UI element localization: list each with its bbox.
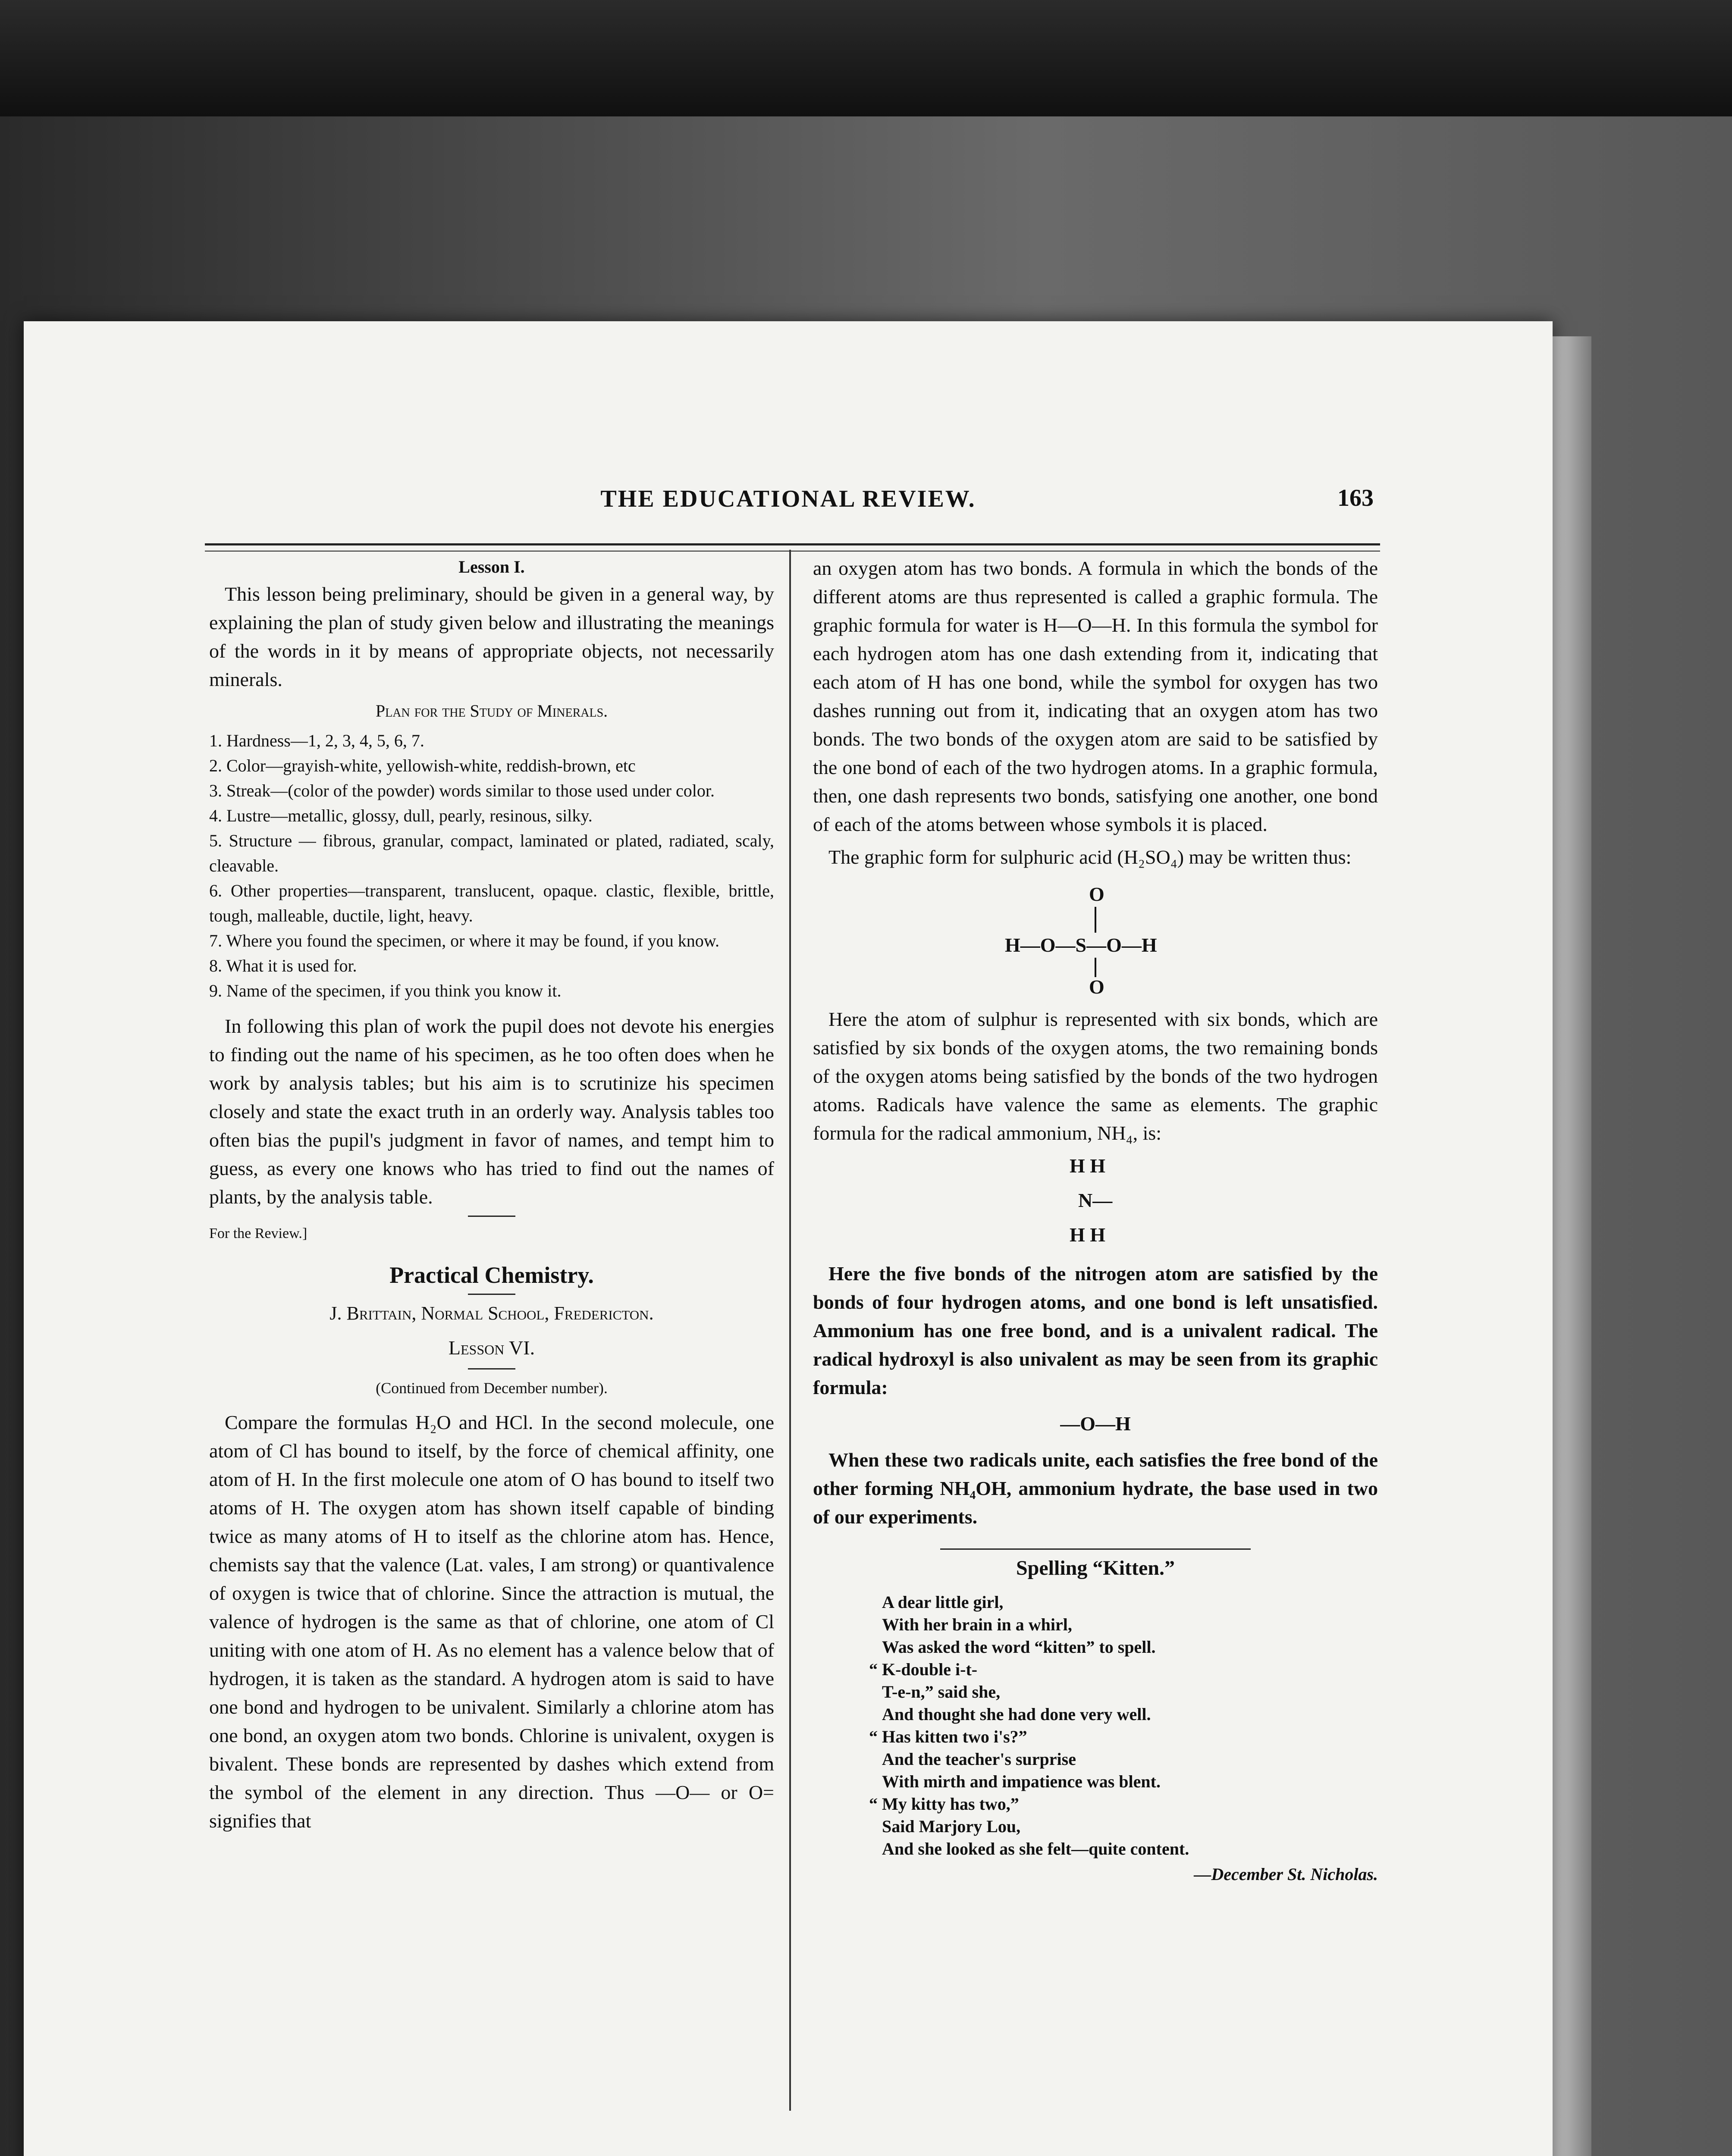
poem-line: With mirth and impatience was blent. (882, 1772, 1161, 1791)
article-title: Practical Chemistry. (389, 1262, 594, 1288)
poem-line: T-e-n,” said she, (882, 1682, 1001, 1702)
document-page (24, 321, 1553, 2156)
running-header: THE EDUCATIONAL REVIEW. (600, 486, 976, 512)
intro-paragraph: This lesson being preliminary, should be given in a general way, by explaining the plan of study given below and illustrating the meanings of the words in it by means of appropriate objects, not necessarily minerals. (209, 583, 774, 690)
left-column (209, 554, 774, 1839)
plan-item: 3. Streak—(color of the powder) words similar to those used under color. (209, 781, 715, 800)
poem-line: And the teacher's surprise (882, 1749, 1076, 1769)
poem-line: “ K-double i-t- (869, 1660, 978, 1679)
plan-item: 4. Lustre—metallic, glossy, dull, pearly, resinous, silky. (209, 806, 593, 825)
chemistry-paragraph: Compare the formulas H₂O and HCl. In the second molecule, one atom of Cl has bound to itself, by the force of chemical affinity, one atom of H. In the first molecule one atom of O has bound to itself two atoms of H. The oxygen atom has shown itself capable of binding twice as many atoms of H to itself as the chlorine atom has. Hence, chemists say that the valence (Lat. vales, I am strong) or quantivalence of oxygen is twice that of chlorine. Since the attraction is mutual, the valence of hydrogen is the same as that of chlorine, one atom of Cl uniting with one atom of H. As no element has a valence below that of hydrogen, it is taken as the standard. A hydrogen atom is said to have one bond and hydrogen to be univalent. Similarly a chlorine atom has one bond, an oxygen atom two bonds. Chlorine is univalent, oxygen is bivalent. These bonds are represented by dashes which extend from the symbol of the element in any direction. Thus —O— or O= signifies that (209, 1411, 774, 1832)
poem-line: Was asked the word “kitten” to spell. (882, 1637, 1156, 1657)
structure-main-chain: H—O—S—O—H (1005, 934, 1157, 956)
plan-item: 2. Color—grayish-white, yellowish-white, reddish-brown, etc (209, 756, 636, 775)
lesson-heading: Lesson I. (458, 557, 525, 577)
poem-line: And she looked as she felt—quite content. (882, 1839, 1189, 1858)
structure-top-atom: O (1089, 883, 1104, 905)
continued-note: (Continued from December number). (376, 1379, 608, 1397)
poem-line: Said Marjory Lou, (882, 1817, 1021, 1836)
plan-item: 5. Structure — fibrous, granular, compact, laminated or plated, radiated, scaly, cleavable. (209, 831, 774, 875)
ammonium-bottom-hydrogens: H H (1070, 1224, 1106, 1246)
lesson-vi-heading: Lesson VI. (448, 1337, 535, 1359)
poem-line: “ Has kitten two i's?” (869, 1727, 1027, 1746)
plan-item: 8. What it is used for. (209, 956, 357, 975)
sulphuric-acid-structure (1005, 880, 1186, 997)
structure-bottom-atom: O (1089, 976, 1104, 998)
right-column (813, 554, 1378, 1889)
ammonium-top-hydrogens: H H (1070, 1155, 1106, 1177)
poem-attribution: —December St. Nicholas. (1194, 1865, 1378, 1884)
sulphuric-acid-paragraph: The graphic form for sulphuric acid (H₂SO₄) may be written thus: (828, 846, 1352, 868)
analysis-paragraph: In following this plan of work the pupil does not devote his energies to finding out the name of his specimen, as he too often does when he work by analysis tables; but his aim is to scrutinize his specimen closely and state the exact truth in an orderly way. Analysis tables too often bias the pupil's judgment in favor of names, and tempt him to guess, as every one knows who has tried to find out the names of plants, by the analysis table. (209, 1015, 774, 1208)
title-rule (468, 1294, 515, 1295)
poem-line: With her brain in a whirl, (882, 1615, 1072, 1634)
sulphur-explanation: Here the atom of sulphur is represented with six bonds, which are satisfied by six bonds of the oxygen atoms, the two remaining bonds of the oxygen atoms being satisfied by the bonds of the two hydrogen atoms. Radicals have valence the same as elements. The graphic formula for the radical ammonium, NH₄, is: (813, 1008, 1378, 1144)
plan-heading: Plan for the Study of Minerals. (375, 701, 608, 721)
page-number: 163 (1337, 485, 1374, 511)
column-divider (789, 550, 791, 2111)
ammonium-paragraph: Here the five bonds of the nitrogen atom are satisfied by the bonds of four hydrogen atoms, and one bond is left unsatisfied. Ammonium has one free bond, and is a univalent radical. The radical hydroxyl is also univalent as may be seen from its graphic formula: (813, 1263, 1378, 1398)
lesson-rule (468, 1368, 515, 1369)
poem-title: Spelling “Kitten.” (940, 1548, 1251, 1583)
plan-item: 7. Where you found the specimen, or where it may be found, if you know. (209, 931, 720, 950)
plan-item: 9. Name of the specimen, if you think you know it. (209, 981, 562, 1000)
book-page-edge (1553, 336, 1591, 2156)
plan-list (209, 728, 774, 1003)
ammonium-structure (1031, 1152, 1160, 1255)
plan-item: 1. Hardness—1, 2, 3, 4, 5, 6, 7. (209, 731, 424, 750)
section-rule (468, 1216, 515, 1217)
ammonium-hydrate-paragraph: When these two radicals unite, each satisfies the free bond of the other forming NH₄OH, ammonium hydrate, the base used in two of our experiments. (813, 1449, 1378, 1528)
byline: J. Brittain, Normal School, Fredericton. (329, 1303, 654, 1324)
plan-item: 6. Other properties—transparent, translucent, opaque. clastic, flexible, brittle, tough, malleable, ductile, light, heavy. (209, 881, 774, 925)
poem-line: And thought she had done very well. (882, 1705, 1151, 1724)
scanner-top-margin (0, 0, 1732, 116)
graphic-formula-paragraph: an oxygen atom has two bonds. A formula in which the bonds of the different atoms are thus represented is called a graphic formula. The graphic formula for water is H—O—H. In this formula the symbol for each hydrogen atom has one dash extending from it, indicating that each atom of H has one bond, while the symbol for oxygen has two dashes running out from it, indicating that an oxygen atom has two bonds. The two bonds of the oxygen atom are said to be satisfied by the one bond of each of the two hydrogen atoms. In a graphic formula, then, one dash represents two bonds, satisfying one another, one bond of each of the atoms between whose symbols it is placed. (813, 557, 1378, 835)
poem-line: “ My kitty has two,” (869, 1794, 1019, 1814)
ammonium-nitrogen: N— (1078, 1189, 1113, 1211)
structure-top-bond (1095, 907, 1096, 933)
poem-line: A dear little girl, (882, 1592, 1004, 1612)
poem (813, 1548, 1378, 1889)
for-review-note: For the Review.] (209, 1225, 307, 1241)
hydroxyl-formula: —O—H (1060, 1413, 1131, 1435)
header-rule (205, 543, 1380, 552)
